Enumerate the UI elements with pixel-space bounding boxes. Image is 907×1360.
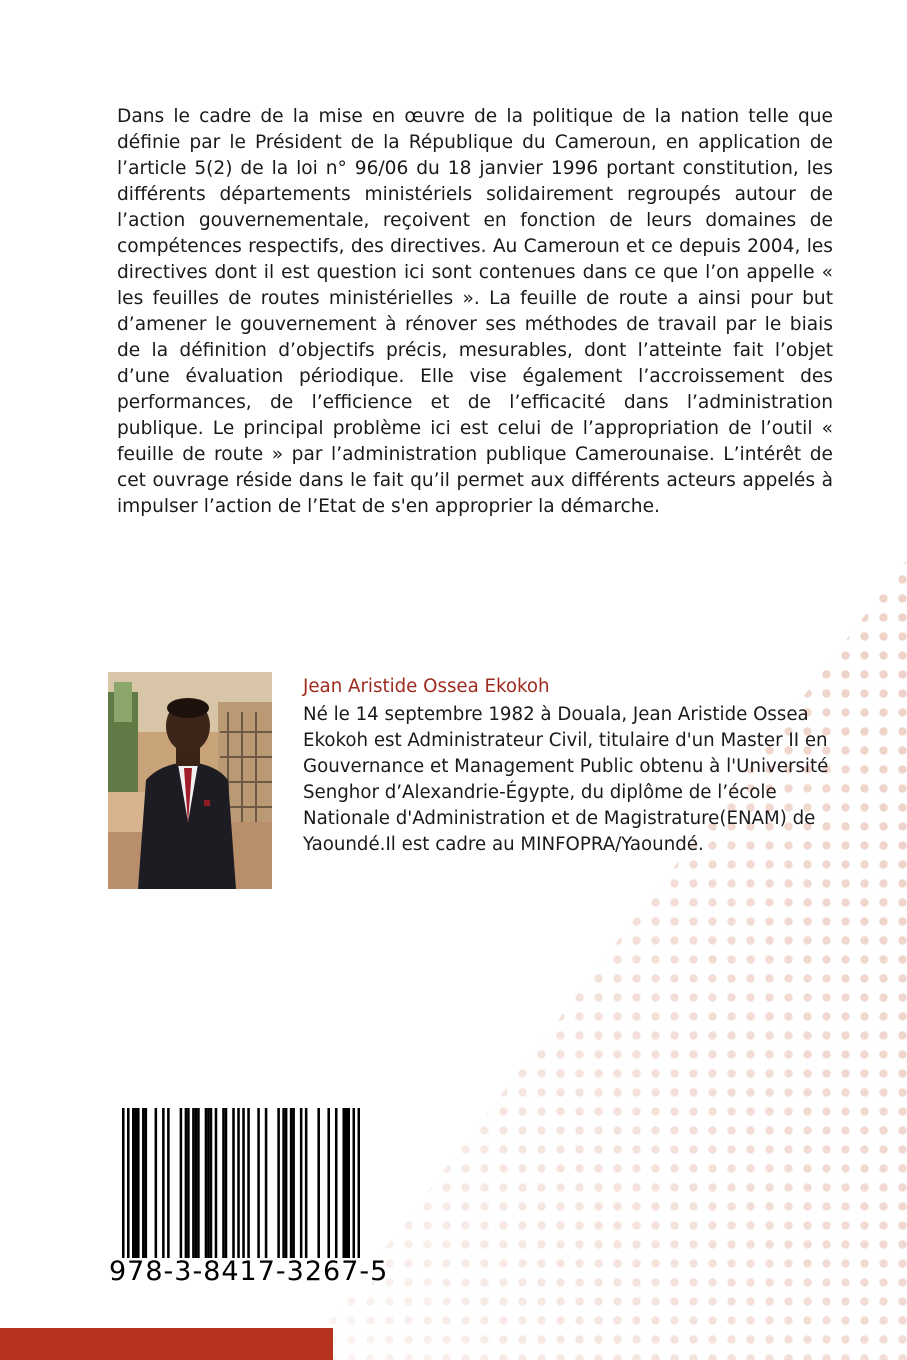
barcode-bar: [187, 1108, 190, 1258]
barcode-bar: [305, 1108, 308, 1258]
barcode-bar: [232, 1108, 235, 1258]
barcode-bar: [197, 1108, 200, 1258]
barcode-bar: [167, 1108, 170, 1258]
barcode-bar: [257, 1108, 260, 1258]
barcode-bar: [347, 1108, 350, 1258]
barcode-bar: [242, 1108, 245, 1258]
barcode-bars: [122, 1108, 360, 1258]
back-cover-summary: Dans le cadre de la mise en œuvre de la politique de la nation telle que définie par le Président de la République du Cameroun, en application de l’article 5(2) de la loi n° 96/06 du 18 janvier 1996 portant constitution, les différents départements ministériels solidairement regroupés autour de l’action gouvernementale, reçoivent en fonction de leurs domaines de compétences respectifs, des directives. Au Cameroun et ce depuis 2004, les directives dont il est question ici sont contenues dans ce que l’on appelle « les feuilles de routes ministérielles ». La feuille de route a ainsi pour but d’amener le gouvernement à rénover ses méthodes de travail par le biais de la définition d’objectifs précis, mesurables, dont l’atteinte fait l’objet d’une évaluation périodique. Elle vise également l’accroissement des performances, de l’efficience et de l’efficacité dans l’administration publique. Le principal problème ici est celui de l’appropriation de l’outil « feuille de route » par l’administration publique Camerounaise. L’intérêt de cet ouvrage réside dans le fait qu’il permet aux différents acteurs appelés à impulser l’action de l’Etat de s'en approprier la démarche.: [117, 106, 833, 517]
barcode-bar: [222, 1108, 225, 1258]
barcode-bar: [352, 1108, 355, 1258]
barcode-bar: [285, 1108, 288, 1258]
barcode-bar: [162, 1108, 165, 1258]
barcode-bar: [127, 1108, 130, 1258]
barcode-bar: [210, 1108, 213, 1258]
barcode-bar: [342, 1108, 345, 1258]
isbn-barcode: [109, 1098, 389, 1297]
footer-accent-band: [0, 1328, 333, 1360]
barcode-bar: [155, 1108, 158, 1258]
barcode-bar: [277, 1108, 280, 1258]
barcode-bar: [142, 1108, 145, 1258]
barcode-bar: [345, 1108, 348, 1258]
barcode-bar: [215, 1108, 218, 1258]
isbn-number: 978-3-8417-3267-5: [109, 1256, 389, 1287]
barcode-bar: [357, 1108, 360, 1258]
author-photo: [108, 672, 272, 889]
barcode-bar: [180, 1108, 183, 1258]
barcode-bar: [237, 1108, 240, 1258]
barcode-bar: [195, 1108, 198, 1258]
barcode-bar: [205, 1108, 208, 1258]
barcode-bar: [282, 1108, 285, 1258]
barcode-bar: [225, 1108, 228, 1258]
barcode-bar: [265, 1108, 268, 1258]
barcode-bar: [247, 1108, 250, 1258]
barcode-bar: [207, 1108, 210, 1258]
barcode-bar: [300, 1108, 303, 1258]
barcode-bar: [317, 1108, 320, 1258]
barcode-bar: [327, 1108, 330, 1258]
barcode-bar: [335, 1108, 338, 1258]
barcode-bar: [185, 1108, 188, 1258]
barcode-bar: [292, 1108, 295, 1258]
barcode-bar: [290, 1108, 293, 1258]
barcode-bar: [137, 1108, 140, 1258]
barcode-bar: [132, 1108, 135, 1258]
barcode-bar: [135, 1108, 138, 1258]
author-bio: Né le 14 septembre 1982 à Douala, Jean Aristide Ossea Ekokoh est Administrateur Civil, titulaire d'un Master II en Gouvernance et Management Public obtenu à l'Université Senghor d’Alexandrie-Égypte, du diplôme de l’école Nationale d'Administration et de Magistrature(ENAM) de Yaoundé.Il est cadre au MINFOPRA/Yaoundé.: [303, 704, 829, 855]
barcode-bar: [145, 1108, 148, 1258]
author-name: Jean Aristide Ossea Ekokoh: [303, 676, 550, 697]
barcode-bar: [122, 1108, 125, 1258]
barcode-bar: [192, 1108, 195, 1258]
